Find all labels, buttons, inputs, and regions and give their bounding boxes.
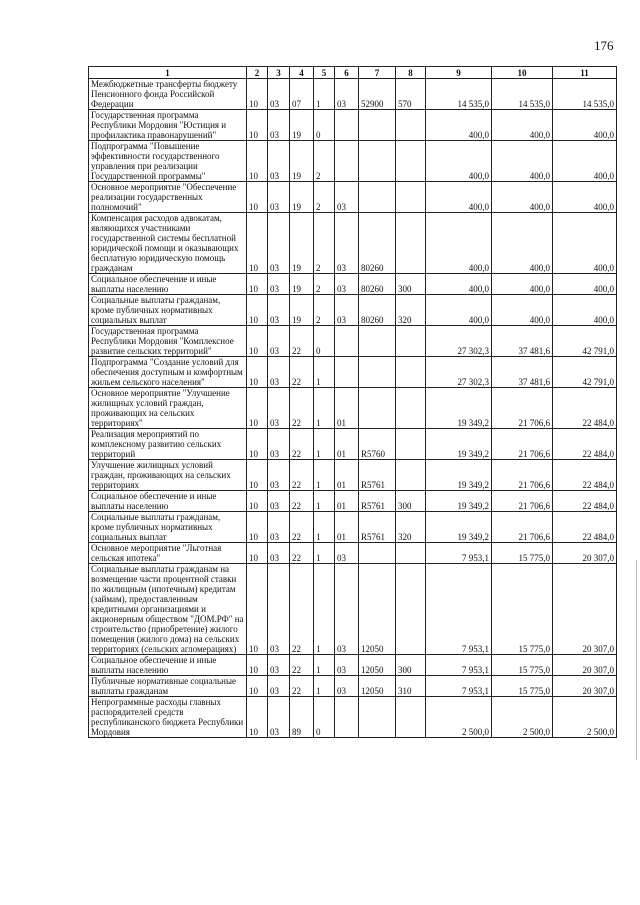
code-cell: 12050 (359, 655, 396, 676)
amount-cell: 400,0 (553, 274, 617, 295)
code-cell (396, 326, 426, 357)
code-cell: 2 (314, 274, 335, 295)
row-description: Социальное обеспечение и иные выплаты населению (89, 274, 247, 295)
table-row (89, 274, 617, 295)
scan-edge-line (636, 560, 637, 760)
code-cell: 03 (268, 697, 290, 738)
amount-cell: 400,0 (553, 213, 617, 274)
code-cell: 10 (247, 213, 268, 274)
code-cell: 03 (268, 564, 290, 655)
row-description: Социальные выплаты гражданам на возмещение части процентной ставки по жилищным (ипотечным) кредитам (займам), предоставленным кредитными организациями и акционерным обществом "ДОМ.РФ" на строительство (приобретение) жилого помещения (жилого дома) на сельских территориях (сельских агломерациях) (89, 564, 247, 655)
row-description: Публичные нормативные социальные выплаты гражданам (89, 676, 247, 697)
amount-cell: 15 775,0 (492, 564, 553, 655)
row-description: Подпрограмма "Повышение эффективности государственного управления при реализации Государственной программы" (89, 141, 247, 182)
code-cell: 19 (290, 213, 314, 274)
amount-cell: 2 500,0 (492, 697, 553, 738)
column-header: 1 (89, 67, 247, 79)
code-cell: 03 (335, 676, 359, 697)
code-cell: 10 (247, 697, 268, 738)
code-cell (359, 543, 396, 564)
column-header: 4 (290, 67, 314, 79)
amount-cell: 400,0 (492, 213, 553, 274)
amount-cell: 20 307,0 (553, 543, 617, 564)
amount-cell: 400,0 (492, 141, 553, 182)
code-cell: 1 (314, 564, 335, 655)
budget-table (88, 66, 617, 738)
code-cell: 1 (314, 543, 335, 564)
amount-cell: 20 307,0 (553, 564, 617, 655)
amount-cell: 400,0 (426, 213, 492, 274)
code-cell: 1 (314, 388, 335, 429)
code-cell: 320 (396, 295, 426, 326)
code-cell (359, 110, 396, 141)
code-cell: 10 (247, 326, 268, 357)
amount-cell: 21 706,6 (492, 460, 553, 491)
code-cell: 10 (247, 274, 268, 295)
code-cell: 03 (268, 182, 290, 213)
code-cell (396, 564, 426, 655)
table-row (89, 295, 617, 326)
code-cell: 10 (247, 110, 268, 141)
code-cell: 22 (290, 388, 314, 429)
table-row (89, 182, 617, 213)
table-row (89, 491, 617, 512)
code-cell: 1 (314, 357, 335, 388)
amount-cell: 19 349,2 (426, 512, 492, 543)
row-description: Непрограммные расходы главных распорядителей средств республиканского бюджета Республики Мордовия (89, 697, 247, 738)
amount-cell: 14 535,0 (492, 79, 553, 110)
code-cell: 19 (290, 110, 314, 141)
code-cell: 03 (268, 79, 290, 110)
code-cell (335, 326, 359, 357)
row-description: Основное мероприятие "Обеспечение реализации государственных полномочий" (89, 182, 247, 213)
amount-cell: 22 484,0 (553, 388, 617, 429)
code-cell: 03 (335, 295, 359, 326)
column-header: 11 (553, 67, 617, 79)
code-cell: 10 (247, 655, 268, 676)
amount-cell: 37 481,6 (492, 357, 553, 388)
code-cell: 10 (247, 512, 268, 543)
table-row (89, 676, 617, 697)
table-row (89, 512, 617, 543)
code-cell: 1 (314, 491, 335, 512)
code-cell: 03 (268, 326, 290, 357)
amount-cell: 20 307,0 (553, 676, 617, 697)
code-cell: 0 (314, 110, 335, 141)
column-header: 5 (314, 67, 335, 79)
code-cell: 80260 (359, 274, 396, 295)
amount-cell: 7 953,1 (426, 564, 492, 655)
code-cell: 2 (314, 295, 335, 326)
code-cell: 320 (396, 512, 426, 543)
code-cell: 03 (335, 79, 359, 110)
table-row (89, 141, 617, 182)
code-cell: 2 (314, 213, 335, 274)
code-cell: 03 (268, 110, 290, 141)
row-description: Реализация мероприятий по комплексному развитию сельских территорий (89, 429, 247, 460)
amount-cell: 2 500,0 (426, 697, 492, 738)
code-cell: 300 (396, 655, 426, 676)
amount-cell: 7 953,1 (426, 676, 492, 697)
code-cell: 01 (335, 460, 359, 491)
table-row (89, 564, 617, 655)
code-cell: 22 (290, 655, 314, 676)
amount-cell: 42 791,0 (553, 326, 617, 357)
row-description: Межбюджетные трансферты бюджету Пенсионного фонда Российской Федерации (89, 79, 247, 110)
amount-cell: 15 775,0 (492, 655, 553, 676)
amount-cell: 22 484,0 (553, 491, 617, 512)
column-header: 8 (396, 67, 426, 79)
amount-cell: 19 349,2 (426, 429, 492, 460)
code-cell: 03 (268, 655, 290, 676)
amount-cell: 400,0 (553, 295, 617, 326)
row-description: Государственная программа Республики Мордовия "Комплексное развитие сельских территорий" (89, 326, 247, 357)
code-cell (335, 110, 359, 141)
code-cell (359, 141, 396, 182)
amount-cell: 22 484,0 (553, 512, 617, 543)
code-cell (396, 429, 426, 460)
code-cell (396, 110, 426, 141)
code-cell: 80260 (359, 295, 396, 326)
amount-cell: 19 349,2 (426, 491, 492, 512)
amount-cell: 27 302,3 (426, 326, 492, 357)
code-cell: R5761 (359, 512, 396, 543)
amount-cell: 27 302,3 (426, 357, 492, 388)
code-cell: 03 (268, 429, 290, 460)
column-header: 2 (247, 67, 268, 79)
code-cell: 19 (290, 295, 314, 326)
code-cell (396, 182, 426, 213)
code-cell: R5760 (359, 429, 396, 460)
amount-cell: 21 706,6 (492, 429, 553, 460)
code-cell: 10 (247, 79, 268, 110)
code-cell: 07 (290, 79, 314, 110)
code-cell: 01 (335, 429, 359, 460)
page-number: 176 (594, 38, 614, 53)
amount-cell: 22 484,0 (553, 460, 617, 491)
table-row (89, 79, 617, 110)
code-cell: 300 (396, 274, 426, 295)
code-cell: 03 (335, 655, 359, 676)
code-cell: 2 (314, 141, 335, 182)
code-cell: 03 (268, 388, 290, 429)
row-description: Основное мероприятие "Льготная сельская ипотека" (89, 543, 247, 564)
amount-cell: 7 953,1 (426, 655, 492, 676)
code-cell: 10 (247, 491, 268, 512)
code-cell (335, 141, 359, 182)
row-description: Социальное обеспечение и иные выплаты населению (89, 491, 247, 512)
code-cell: 22 (290, 676, 314, 697)
code-cell: 300 (396, 491, 426, 512)
code-cell: 03 (268, 274, 290, 295)
amount-cell: 19 349,2 (426, 388, 492, 429)
code-cell: 80260 (359, 213, 396, 274)
code-cell: 10 (247, 543, 268, 564)
column-header: 7 (359, 67, 396, 79)
code-cell (359, 697, 396, 738)
row-description: Основное мероприятие "Улучшение жилищных условий граждан, проживающих на сельских территориях" (89, 388, 247, 429)
code-cell: 1 (314, 460, 335, 491)
code-cell: 10 (247, 388, 268, 429)
code-cell: 01 (335, 491, 359, 512)
code-cell: 22 (290, 429, 314, 460)
code-cell: 03 (335, 564, 359, 655)
column-header: 6 (335, 67, 359, 79)
code-cell (359, 357, 396, 388)
code-cell: 10 (247, 460, 268, 491)
amount-cell: 400,0 (426, 110, 492, 141)
amount-cell: 22 484,0 (553, 429, 617, 460)
code-cell: 1 (314, 79, 335, 110)
code-cell: 03 (268, 213, 290, 274)
code-cell: 01 (335, 388, 359, 429)
code-cell (396, 213, 426, 274)
table-row (89, 357, 617, 388)
code-cell (359, 182, 396, 213)
code-cell: 03 (268, 491, 290, 512)
code-cell (396, 697, 426, 738)
row-description: Социальные выплаты гражданам, кроме публичных нормативных социальных выплат (89, 512, 247, 543)
amount-cell: 400,0 (553, 110, 617, 141)
amount-cell: 400,0 (426, 141, 492, 182)
table-row (89, 429, 617, 460)
code-cell: 0 (314, 326, 335, 357)
amount-cell: 21 706,6 (492, 512, 553, 543)
table-row (89, 543, 617, 564)
code-cell (359, 388, 396, 429)
code-cell: 03 (268, 141, 290, 182)
column-header: 10 (492, 67, 553, 79)
amount-cell: 14 535,0 (426, 79, 492, 110)
code-cell: 0 (314, 697, 335, 738)
code-cell: 10 (247, 357, 268, 388)
code-cell: 03 (268, 460, 290, 491)
amount-cell: 400,0 (426, 295, 492, 326)
code-cell: 1 (314, 676, 335, 697)
code-cell: 22 (290, 564, 314, 655)
code-cell: 10 (247, 564, 268, 655)
code-cell (396, 357, 426, 388)
amount-cell: 400,0 (553, 141, 617, 182)
amount-cell: 14 535,0 (553, 79, 617, 110)
table-row (89, 697, 617, 738)
code-cell (335, 357, 359, 388)
table-row (89, 110, 617, 141)
code-cell (396, 141, 426, 182)
code-cell: 19 (290, 274, 314, 295)
code-cell: 1 (314, 429, 335, 460)
code-cell: 12050 (359, 564, 396, 655)
amount-cell: 21 706,6 (492, 388, 553, 429)
code-cell: 10 (247, 295, 268, 326)
row-description: Подпрограмма "Создание условий для обеспечения доступным и комфортным жильем сельского населения" (89, 357, 247, 388)
code-cell: 22 (290, 512, 314, 543)
amount-cell: 21 706,6 (492, 491, 553, 512)
table-row (89, 460, 617, 491)
amount-cell: 400,0 (492, 182, 553, 213)
code-cell: 22 (290, 491, 314, 512)
code-cell: 10 (247, 429, 268, 460)
amount-cell: 400,0 (426, 182, 492, 213)
amount-cell: 400,0 (492, 274, 553, 295)
header-row (89, 67, 617, 79)
amount-cell: 400,0 (426, 274, 492, 295)
code-cell: 03 (268, 512, 290, 543)
code-cell: 22 (290, 357, 314, 388)
row-description: Улучшение жилищных условий граждан, проживающих на сельских территориях (89, 460, 247, 491)
code-cell (396, 460, 426, 491)
amount-cell: 42 791,0 (553, 357, 617, 388)
code-cell: 10 (247, 141, 268, 182)
code-cell: 01 (335, 512, 359, 543)
code-cell (396, 388, 426, 429)
code-cell: 12050 (359, 676, 396, 697)
code-cell: 2 (314, 182, 335, 213)
code-cell (335, 697, 359, 738)
code-cell: 03 (268, 357, 290, 388)
amount-cell: 2 500,0 (553, 697, 617, 738)
row-description: Социальные выплаты гражданам, кроме публичных нормативных социальных выплат (89, 295, 247, 326)
code-cell: 10 (247, 182, 268, 213)
amount-cell: 400,0 (492, 295, 553, 326)
amount-cell: 7 953,1 (426, 543, 492, 564)
row-description: Социальное обеспечение и иные выплаты населению (89, 655, 247, 676)
code-cell: 03 (268, 676, 290, 697)
code-cell: 19 (290, 141, 314, 182)
row-description: Компенсация расходов адвокатам, являющихся участниками государственной системы бесплатной юридической помощи и оказывающих бесплатную юридическую помощь гражданам (89, 213, 247, 274)
column-header: 9 (426, 67, 492, 79)
table-row (89, 655, 617, 676)
column-header: 3 (268, 67, 290, 79)
code-cell: 1 (314, 655, 335, 676)
code-cell: 22 (290, 460, 314, 491)
code-cell (396, 543, 426, 564)
code-cell: 19 (290, 182, 314, 213)
amount-cell: 37 481,6 (492, 326, 553, 357)
code-cell: 10 (247, 676, 268, 697)
table-row (89, 388, 617, 429)
table-row (89, 213, 617, 274)
code-cell: 310 (396, 676, 426, 697)
code-cell: 03 (268, 543, 290, 564)
code-cell: 52900 (359, 79, 396, 110)
code-cell: 22 (290, 326, 314, 357)
amount-cell: 19 349,2 (426, 460, 492, 491)
code-cell: R5761 (359, 460, 396, 491)
row-description: Государственная программа Республики Мордовия "Юстиция и профилактика правонарушений" (89, 110, 247, 141)
amount-cell: 400,0 (492, 110, 553, 141)
amount-cell: 15 775,0 (492, 676, 553, 697)
code-cell: 03 (335, 543, 359, 564)
code-cell: 03 (335, 213, 359, 274)
code-cell: R5761 (359, 491, 396, 512)
code-cell: 03 (335, 182, 359, 213)
code-cell: 03 (268, 295, 290, 326)
code-cell: 22 (290, 543, 314, 564)
code-cell: 89 (290, 697, 314, 738)
code-cell: 570 (396, 79, 426, 110)
code-cell: 1 (314, 512, 335, 543)
amount-cell: 20 307,0 (553, 655, 617, 676)
code-cell: 03 (335, 274, 359, 295)
table-row (89, 326, 617, 357)
amount-cell: 15 775,0 (492, 543, 553, 564)
code-cell (359, 326, 396, 357)
amount-cell: 400,0 (553, 182, 617, 213)
